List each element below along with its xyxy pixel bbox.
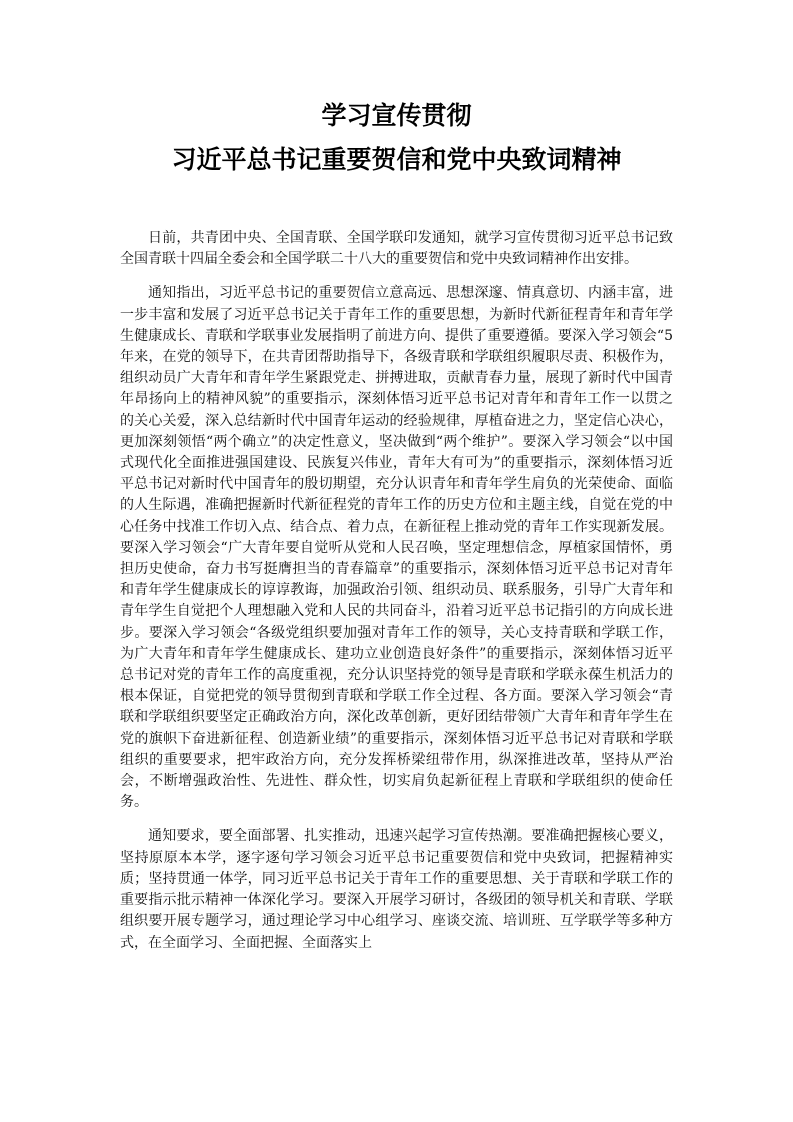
document-body [120, 228, 673, 967]
paragraph-1: 日前，共青团中央、全国青联、全国学联印发通知，就学习宣传贯彻习近平总书记致全国青联十四届全委会和全国学联二十八大的重要贺信和党中央致词精神作出安排。 [120, 230, 673, 268]
page-title-line-2: 习近平总书记重要贺信和党中央致词精神 [171, 145, 622, 174]
page-title-line-1: 学习宣传贯彻 [321, 101, 472, 130]
paragraph-2: 通知指出，习近平总书记的重要贺信立意高远、思想深邃、情真意切、内涵丰富，进一步丰富和发展了习近平总书记关于青年工作的重要思想，为新时代新征程青年和青年学生健康成长、青联和学联事业发展指明了前进方向、提供了重要遵循。要深入学习领会“5年来，在党的领导下，在共青团帮助指导下，各级青联和学联组织履职尽责、积极作为，组织动员广大青年和青年学生紧跟党走、拼搏进取，贡献青春力量，展现了新时代中国青年昂扬向上的精神风貌”的重要指示，深刻体悟习近平总书记对青年和青年工作一以贯之的关心关爱，深入总结新时代中国青年运动的经验规律，厚植奋进之力，坚定信心决心，更加深刻领悟“两个确立”的决定性意义，坚决做到“两个维护”。要深入学习领会“以中国式现代化全面推进强国建设、民族复兴伟业，青年大有可为”的重要指示，深刻体悟习近平总书记对新时代中国青年的殷切期望，充分认识青年和青年学生肩负的光荣使命、面临的人生际遇，准确把握新时代新征程党的青年工作的历史方位和主题主线，自觉在党的中心任务中找准工作切入点、结合点、着力点，在新征程上推动党的青年工作实现新发展。要深入学习领会“广大青年要自觉听从党和人民召唤，坚定理想信念，厚植家国情怀，勇担历史使命，奋力书写挺膺担当的青春篇章”的重要指示，深刻体悟习近平总书记对青年和青年学生健康成长的谆谆教诲，加强政治引领、组织动员、联系服务，引导广大青年和青年学生自觉把个人理想融入党和人民的共同奋斗，沿着习近平总书记指引的方向成长进步。要深入学习领会“各级党组织要加强对青年工作的领导，关心支持青联和学联工作，为广大青年和青年学生健康成长、建功立业创造良好条件”的重要指示，深刻体悟习近平总书记对党的青年工作的高度重视，充分认识坚持党的领导是青联和学联永葆生机活力的根本保证，自觉把党的领导贯彻到青联和学联工作全过程、各方面。要深入学习领会“青联和学联组织要坚定正确政治方向，深化改革创新，更好团结带领广大青年和青年学生在党的旗帜下奋进新征程、创造新业绩”的重要指示，深刻体悟习近平总书记对青联和学联组织的重要要求，把牢政治方向，充分发挥桥梁纽带作用，纵深推进改革，坚持从严治会，不断增强政治性、先进性、群众性，切实肩负起新征程上青联和学联组织的使命任务。 [120, 285, 673, 811]
paragraph-3: 通知要求，要全面部署、扎实推动，迅速兴起学习宣传热潮。要准确把握核心要义，坚持原原本本学，逐字逐句学习领会习近平总书记重要贺信和党中央致词，把握精神实质；坚持贯通一体学，同习近平总书记关于青年工作的重要思想、关于青联和学联工作的重要指示批示精神一体深化学习。要深入开展学习研讨，各级团的领导机关和青联、学联组织要开展专题学习，通过理论学习中心组学习、座谈交流、培训班、互学联学等多种方式，在全面学习、全面把握、全面落实上 [120, 828, 673, 951]
